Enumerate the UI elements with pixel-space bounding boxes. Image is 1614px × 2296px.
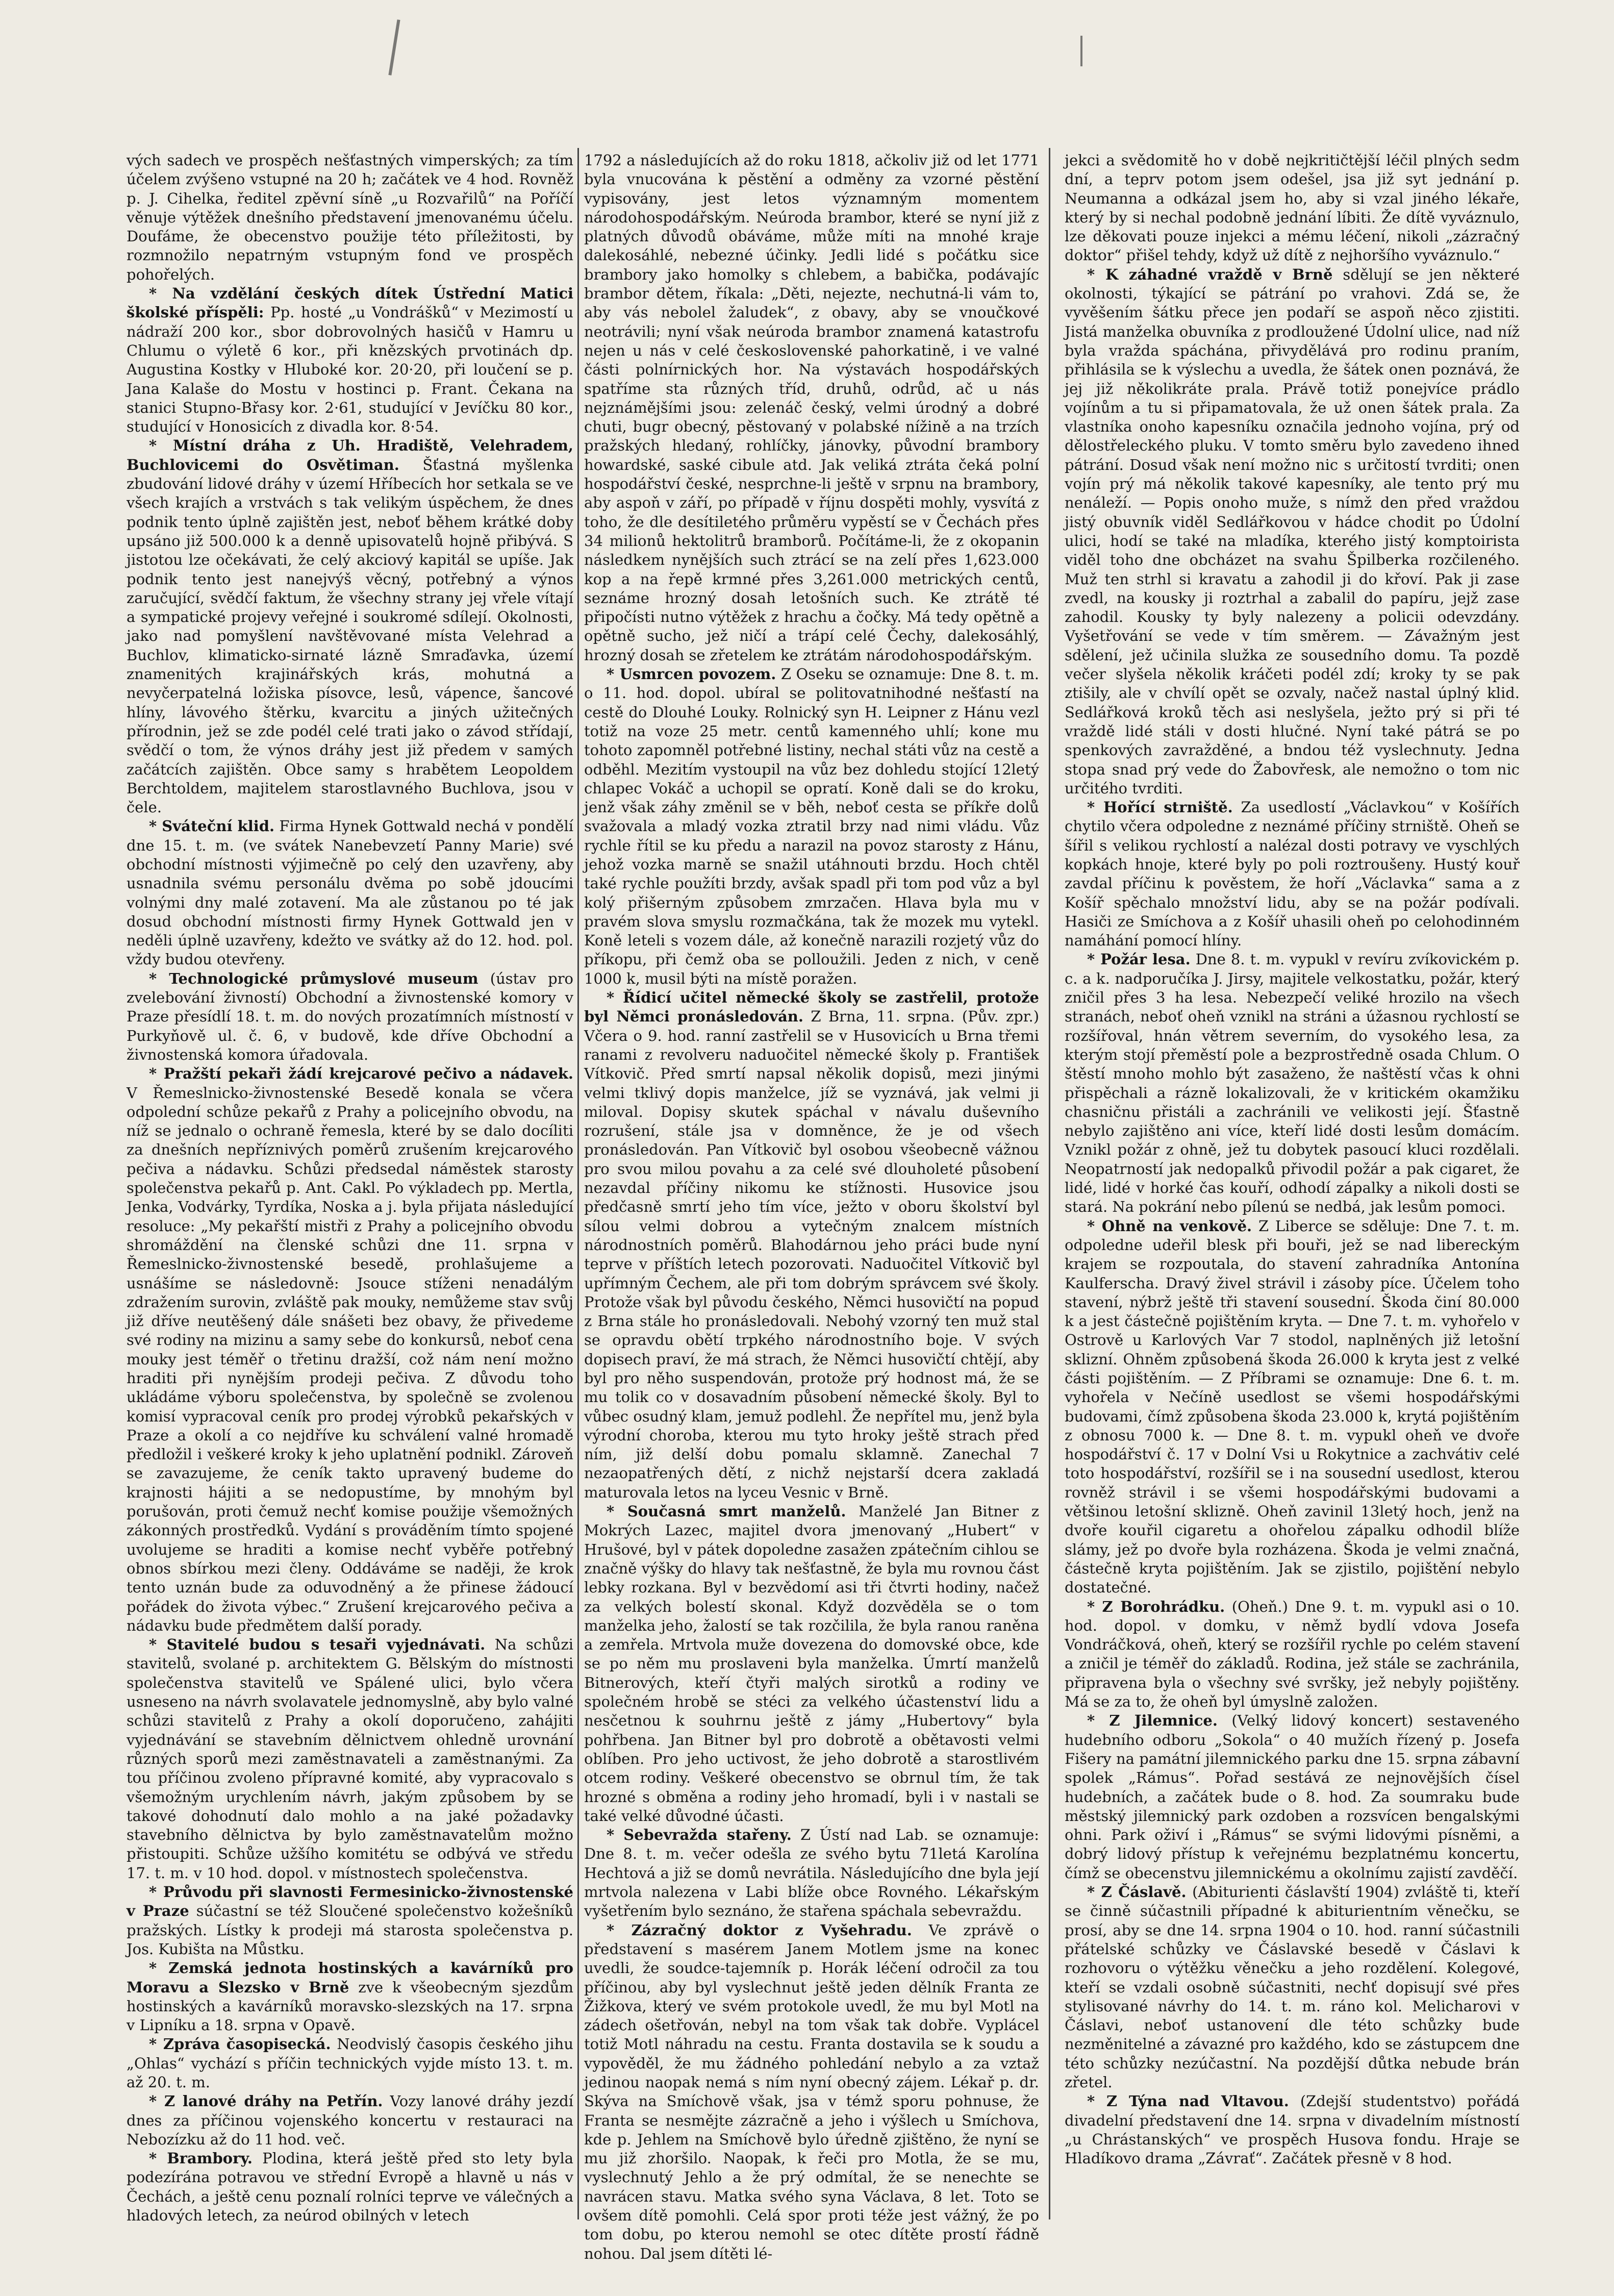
article-body: sdělují se jen některé okolnosti, týkající se pátrání po vrahovi. Zdá se, že vyvěšením šátku přece jen podaří se aspoň něco zjistiti. Jistá manželka obuvníka z prodloužené Údolní ulice, nad níž byla vražda spáchána, přivydělává pro rodinu praním, přihlásila se k výslechu a uvedla, že šátek onen poznává, že jej již několikráte prala. Právě totiž ponejvíce prádlo vojínům a tu si připamatovala, že už onen šátek prala. Za vlastníka onoho kapesníku označila jednoho vojína, prý od dělostřeleckého pluku. V tomto směru bylo zavedeno ihned pátrání. Dosud však není možno nic s určitostí tvrditi; onen vojín prý má několik takové kapesníky, ale tento prý mu nenáleží. — Popis onoho muže, s nímž den před vraždou jistý obuvník viděl Sedlářkovou v hádce chodit po Údolní ulici, hodí se také na mladíka, kterého jistý komptoirista viděl toho dne obcházet na svahu Špilberka rozčileného. Muž ten strhl si kravatu a zahodil ji do křoví. Pak ji zase zvedl, na kousky ji roztrhal a zabalil do papíru, jejž zase zahodil. Kousky ty byly nalezeny a policii odevzdány. Vyšetřování se vede v tím směrem. — Závažným jest sdělení, jež učinila služka ze sousedního domu. Ta pozdě večer slyšela několik kráčeti podél zdí; kroky ty se pak ztišily, ale v chvílí opět se ozvaly, načež nastal úplný klid. Sedlářková kroků těch asi neslyšela, ježto prý si při té vraždě lidé stáli v dosti hlučné. Nyní také pátrá se po spenkových zavražděné, a bndou též vyslechnuty. Jedna stopa snad prý vede do Žabovřesk, ale nemožno o tom nic určitého tvrditi. [1065,265,1520,797]
article-headline: * Z lanové dráhy na Petřín. [149,2092,383,2110]
article-body: Dne 8. t. m. vypukl v revíru zvíkovickém p. c. a k. nadporučíka J. Jirsy, majitele velkostatku, požár, který zničil přes 3 ha lesa. Nebezpečí veliké hrozilo na všech stranách, neboť oheň vznikl na stráni a úžasnou rychlostí se rozšířoval, hnán větrem severním, do vysokého lesa, za kterým stojí přeměstí pole a bezprostředně osada Chlum. O štěstí mnoho mohlo být zasaženo, že naštěstí včas k ohni přispěchali a rázně lokalizovali, že v kritickém okamžiku chasničnu přistáli a zachránili ve velikosti její. Šťastně nebylo zajištěno ani více, kteří lidé dosti lesům domácím. Vznikl požár z ohně, jež tu dobytek pasoucí kluci rozdělali. Neopatrností jak nedopalků přivodil požár a pak cigaret, že lidé, lidé v horké čas kouří, odhodí zápalky a nikoli dosti se stará. Na pokrání nebo pílenú se nedbá, jak lesům pomoci. [1065,951,1520,1216]
article-paragraph [127,969,573,1064]
article-headline: * Současná smrt manželů. [607,1503,846,1520]
article-paragraph [127,151,573,284]
article-paragraph [1065,2092,1520,2168]
article-body: súčastní se též Sloučené společenstvo kožešníků pražských. Lístky k prodeji má starosta společenstva p. Jos. Kubišta na Můstku. [127,1902,573,1958]
article-paragraph [127,2149,573,2225]
article-headline: * Sebevražda stařeny. [607,1826,792,1843]
article-headline: * Zpráva časopisecká. [149,2035,331,2053]
article-headline: * Brambory. [149,2150,253,2167]
article-paragraph [127,284,573,436]
article-body: Pp. hosté „u Vondrášků“ v Mezimostí u nádraží 200 kor., sbor dobrovolných hasičů v Hamru u Chlumu o výletě 6 kor., při knězských prvotinách dp. Augustina Kostky v Hluboké kor. 20·20, při loučení se p. Jana Kalaše do Mostu v hostinci p. Frant. Čekana na stanici Stupno-Břasy kor. 2·61, studující v Jevíčku 80 kor., studující v Honosicích z divadla kor. 8·54. [127,304,573,436]
column-rule [577,148,579,2219]
article-body: zve k všeobecným sjezdům hostinských a kavárníků moravsko-slezských na 17. srpna v Lipníku a 18. srpna v Opavě. [127,1978,573,2034]
article-paragraph [584,151,1039,665]
article-body: Vozy lanové dráhy jezdí dnes za příčinou vojenského koncertu v restauraci na Nebozízku až do 11 hod. več. [127,2092,574,2148]
article-headline: * Z Jilemnice. [1087,1712,1218,1729]
article-headline: * Požár lesa. [1087,951,1191,968]
article-paragraph [127,2035,573,2092]
article-headline: * Řídicí učitel německé školy se zastřelil, protože byl Němci pronásledován. [584,989,1039,1025]
article-headline: * Zemská jednota hostinských a kavárníků pro Moravu a Slezsko v Brně [127,1959,573,1995]
article-paragraph [1065,950,1520,1216]
article-paragraph [127,1635,573,1883]
article-paragraph [1065,798,1520,950]
article-paragraph [584,1502,1039,1826]
article-headline: * Pražští pekaři žádí krejcarové pečivo a nádavek. [149,1065,573,1082]
article-body: (Zdejší studentstvo) pořádá divadelní představení dne 14. srpna v divadelním místností „u Chrástanských“ ve prospěch Husova fondu. Hraje se Hladíkovo drama „Závrať“. Začátek přesně v 8 hod. [1065,2092,1520,2167]
article-headline: * Na vzdělání českých dítek Ústřední Matici školské příspěli: [127,285,573,321]
article-headline: * Sváteční klid. [149,817,274,835]
article-paragraph [127,1883,573,1959]
article-body: Ve zprávě o představení s masérem Janem Motlem jsme na konec uvedli, že soudce-tajemník p. Horák léčení odročil za tou příčinou, aby byl vyslechnut ještě jeden dělník Franta ze Žižkova, který ve svém protokole uvedl, že mu byl Motl na zádech ošetřován, nebyl na tom však tak dobře. Vyplácel totiž Motl náhradu na cestu. Franta dostavila se k soudu a vypověděl, že mu žádného pohledání nebylo a za vztaž jedinou naopak nemá s ním nyní obecný zájem. Lékař p. dr. Skýva na Smíchově však, jsa v témž sporu pohnuse, že Franta se nesmějte zázračně a jeho i výšlech u Smíchova, kde p. Jehlem na Smíchově bylo úředně zjištěno, že nyní se mu již zhoršilo. Naopak, k řeči pro Motla, že se mu, vyslechnutý Jehlo a že prý odmítal, že se nenechte se navrácen stavu. Matka svého syna Václava, 8 let. Toto se ovšem dítě pomohli. Celá spor proti téže jest vážný, že po tom dobu, po kterou nemohl se otec dítěte prostí řádně nohou. Dal jsem dítěti lé- [584,1921,1039,2262]
article-headline: * Usmrcen povozem. [607,665,776,683]
article-paragraph [127,1064,573,1635]
article-body: (ústav pro zvelebování živností) Obchodní a živnostenské komory v Praze přesídlí 18. t. m. do nových prozatímních místností v Purkyňově ul. č. 6, v budově, kde dříve Obchodní a živnostenská komora úřadovala. [127,969,574,1063]
article-paragraph [1065,1217,1520,1598]
article-body: Z Ústí nad Lab. se oznamuje: Dne 8. t. m. večer odešla ze svého bytu 71letá Karolína Hechtová a již se domů nevrátila. Následujícího dne byla její mrtvola nalezena v Labi blíže obce Rovného. Lékařským vyšetřením bylo seznáno, že stařena spáchala sebevraždu. [584,1826,1040,1920]
article-headline: * K záhadné vraždě v Brně [1087,266,1332,283]
article-paragraph [1065,151,1520,265]
article-headline: * Průvodu při slavnosti Fermesinicko-živnostenské v Praze [127,1883,573,1919]
text-column-3 [1065,151,1520,2225]
article-headline: * Z Čáslavě. [1087,1883,1187,1901]
column-rule [1049,148,1050,2219]
article-paragraph [127,436,573,817]
article-body: Firma Hynek Gottwald nechá v pondělí dne 15. t. m. (ve svátek Nanebevzetí Panny Marie) své obchodní místnosti výjimečně po celý den uzavřeny, aby usnadnila svému personálu dvěma po sobě jdoucími volnými dny malé zotavení. Ma ale zůstanou po té jak dosud obchodní místnosti firmy Hynek Gottwald jen v neděli úplně uzavřeny, kdežto ve svátky až do 12. hod. pol. vždy budou otevřeny. [127,817,573,968]
article-headline: * Z Borohrádku. [1087,1598,1225,1615]
article-body: Za usedlostí „Václavkou“ v Košířích chytilo včera odpoledne z neznámé příčiny strniště. Oheň se šířil s velikou rychlostí a nalézal dosti potravy ve vyschlých kopkách hnoje, které byly po poli roztroušeny. Hustý kouř zavdal příčinu k pověstem, že hoří „Václavka“ sama a z Košíř spěchalo množství lidu, aby se na požár podívali. Hasiči ze Smíchova a z Košíř uhasili oheň po celohodinném namáhání pomocí hlíny. [1065,798,1520,950]
article-body: (Velký lidový koncert) sestaveného hudebního odboru „Sokola“ o 40 mužích řízený p. Josefa Fišery na památní jilemnického parku dne 15. srpna zábavní spolek „Rámus“. Pořad sestává ze nejnovějších čísel hudebních, a začátek bude o 8. hod. Za soumraku bude městský jilemnický park ozdoben a rozsvícen bengalskými ohni. Park oživí i „Rámus“ se svými lidovými písněmi, a dobrý lidový přístup k veřejnému bezplatnému koncertu, čímž se obecenstvu jilemnickému a okolnímu zajistí zavděčí. [1065,1712,1520,1882]
text-column-1 [127,151,573,2225]
article-paragraph [584,1921,1039,2263]
article-body: Šťastná myšlenka zbudování lidové dráhy v území Hříbecích hor setkala se ve všech krajích a vrstvách s tak velikým úspěchem, že dnes podnik tento úplně zajištěn jest, neboť během krátké doby upsáno již 500.000 k a denně upisovatelů hojně přibývá. S jistotou lze očekávati, že celý akciový kapitál se upíše. Jak podnik tento jest nanejvýš věcný, potřebný a výnos zaručující, svědčí faktum, že všechny strany jej vřele vítají a sympatické projevy veřejné i soukromé sdílejí. Okolnosti, jako nad pomyšlení navštěvované místa Velehrad a Buchlov, klimaticko-sirnaté lázně Smraďavka, území znamenitých krajinářských krás, mohutná a nevyčerpatelná ložiska písovce, lesů, vápence, šancové hlíny, lávového štěrku, kvarcitu a jiných užitečných přírodnin, jež se zde podél celé trati jako o závod střídají, svědčí o tom, že výnos dráhy jest již předem v samých začátcích zajištěn. Obce samy s hrabětem Leopoldem Berchtoldem, majitelem starostlavného Buchlova, jsou v čele. [127,456,573,816]
article-paragraph [584,665,1039,988]
article-paragraph [584,988,1039,1502]
text-column-2 [584,151,1040,2262]
article-headline: * Stavitelé budou s tesaři vyjednávati. [149,1636,485,1653]
article-headline: * Technologické průmyslové museum [149,970,478,987]
article-body: Neodvislý časopis českého jihu „Ohlas“ vychází s příčin technických vyjde místo 13. t. m. až 20. t. m. [127,2035,573,2091]
article-headline: * Hořící strniště. [1087,798,1233,816]
article-body: Na schůzi stavitelů, svolané p. architektem G. Bělským do místnosti společenstva stavitelů ve Spálené ulici, bylo včera usneseno na návrh svolavatele jednomyslně, aby bylo valné schůzi stavitelů z Prahy a okolí doporučeno, zahájiti vyjednávání se stavebním dělnictvem ohledně urovnání různých sporů mezi zaměstnavateli a zaměstnanými. Za tou příčinou zvoleno přípravné komité, aby vypracovalo s všemožným urychlením návrh, jakým způsobem by se takové dohodnutí dalo mohlo a na jaké požadavky stavebního dělnictva by bylo zaměstnavatelům možno přistoupiti. Schůze užšího komitétu se odbývá ve středu 17. t. m. v 10 hod. dopol. v místnostech společenstva. [127,1636,573,1882]
article-body: Manželé Jan Bitner z Mokrých Lazec, majitel dvora jmenovaný „Hubert“ v Hrušové, byl v pátek dopoledne zasažen zpátečním cihlou se značně výšky do hlavy tak nešťastně, že byla mu rovnou část lebky rozkana. Byl v bezvědomí asi tři čtvrti hodiny, načež za velkých bolestí skonal. Když dozvěděla se o tom manželka jeho, žalostí se tak rozčilila, že byla ranou raněna a zemřela. Mrtvola muže dovezena do domovské obce, kde se po něm mu proslaveni byla manželka. Úmrtí manželů Bitnerových, kteří čtyři malých sirotků a rodiny ve společném hrobě se stéci za velkého účastenství lidu a nesčetnou k souhrnu ještě z jámy „Hubertovy“ byla pohřbena. Jan Bitner byl pro dobrotě a obětavosti velmi oblíben. Pro jeho uctivost, že jeho dobrotě a starostlivém otcem rodiny. Veškeré obecenstvo se obrnul tím, že tak hrozné s obměna a rodiny jeho hromadí, byli i v nastali se také velké důvodné účasti. [584,1503,1039,1825]
article-body: (Abiturienti čáslavští 1904) zvláště ti, kteří se činně súčastnili případné k abiturientním věnečku, se prosí, aby se dne 14. srpna 1904 o 10. hod. ranní súčastnili přátelské schůzky ve Čáslavské besedě v Čáslavi k rozhovoru o výtěžku věnečku a jeho rozdělení. Kolegové, kteří se vzdali osobně súčastniti, nechť dopisují své přes stylisované návrhy do 14. t. m. ráno kol. Melicharovi v Čáslavi, neboť ustanovení dle této schůzky bude nezměnitelné a závazné pro každého, kdo se zástupcem dne této schůzky nezúčastní. Na pozdější důtka nebude brán zřetel. [1065,1883,1520,2091]
article-paragraph [127,2092,573,2149]
article-paragraph [1065,1883,1520,2092]
article-body: Z Liberce se sděluje: Dne 7. t. m. odpoledne udeřil blesk při bouři, jež se nad libereckým krajem se rozpoutala, do stavení zahradníka Antonína Kaulferscha. Dravý živel strávil i zásoby píce. Účelem toho stavení, nýbrž ještě tři stavení sousední. Škoda činí 80.000 k a jest částečně pojištěním kryta. — Dne 7. t. m. vyhořelo v Ostrově u Karlových Var 7 stodol, naplněných již letošní sklizní. Ohněm způsobená škoda 26.000 k kryta jest z velké části pojištěním. — Z Příbrami se oznamuje: Dne 6. t. m. vyhořela v Nečíně usedlost se všemi hospodářskými budovami, čímž způsobena škoda 23.000 k, krytá pojištěním z obnosu 7000 k. — Dne 8. t. m. vypukl oheň ve dvoře hospodářství č. 17 v Dolní Vsi u Rokytnice a zachvátiv celé toto hospodářství, rozšířil se i na sousední usedlost, kterou rovněž strávil i se všemi hospodářskými budovami a většinou letošní sklizně. Oheň zavinil 13letý hoch, jenž na dvoře kouřil cigaretu a ohořelou zápalku odhodil blíže slámy, jež po dvoře byla rozházena. Škoda je velmi značná, částečně kryta pojištěním. Jak se zjistilo, pojištění nebylo dostatečné. [1065,1217,1520,1596]
article-body: V Řemeslnicko-živnostenské Besedě konala se včera odpolední schůze pekařů z Prahy a policejního obvodu, na níž se jednalo o ochraně řemesla, které by se dalo docíliti za dnešních nepříznivých poměrů zrušením krejcarového pečiva a nádavku. Schůzi předsedal náměstek starosty společenstva pekařů p. Ant. Cakl. Po výkladech pp. Mertla, Jenka, Vodvárky, Tyrdíka, Noska a j. byla přijata následující resoluce: „My pekařští mistři z Prahy a policejního obvodu shromáždění na členské schůzi dne 11. srpna v Řemeslnicko-živnostenské besedě, prohlašujeme a usnášíme se následovně: Jsouce stíženi nenadálým zdražením surovin, zvláště pak mouky, nemůžeme stav svůj již dříve neutěšený dále snášeti bez obavy, že přivedeme své rodiny na mizinu a samy sebe do konkursů, neboť cena mouky jest téměř o třetinu dražší, což nám není možno hraditi při nynějším prodeji pečiva. Z důvodu toho ukládáme výboru společenstva, by společně se zvolenou komisí vypracoval ceník pro prodej výrobků pekařských v Praze a okolí a co nejdříve ku schválení valné hromadě předložil i veškeré kroky k jeho uplatnění podnikl. Zároveň se zavazujeme, že ceník takto upravený budeme do krajnosti hájiti a se nedopustíme, by mnohým byl porušován, proti čemuž nechť komise použije všemožných zákonných prostředků. Vydání s prováděním tímto spojené uvolujeme se hraditi a komise nechť vyběře potřebný obnos sbírkou mezi členy. Oddáváme se naději, že krok tento uznán bude za oduvodněný a že přinese žádoucí pořádek do života výbec.“ Zrušení krejcarového pečiva a nádavku bude předmětem další porady. [127,1084,573,1634]
article-paragraph [1065,1598,1520,1712]
article-body: Plodina, která ještě před sto lety byla podezírána potravou ve střední Evropě a hlavně u nás v Čechách, a ještě cenu poznalí rolníci teprve ve válečných a hladových letech, za neúrod obilných v letech [127,2150,574,2225]
article-body: Z Oseku se oznamuje: Dne 8. t. m. o 11. hod. dopol. ubíral se politovatnihodné nešťastí na cestě do Dlouhé Louky. Rolnický syn H. Leipner z Hánu vezl totiž na voze 25 metr. centů kamenného uhlí; kone mu tohoto zapomněl potřebné listiny, nechal státi vůz na cestě a odběhl. Mezitím vystoupil na vůz bez dohledu stojící 12letý chlapec Vokáč a uchopil se opratí. Koně dali se do kroku, jenž však záhy změnil se v běh, neboť cesta se příkře dolů svažovala a mladý vozka ztratil brzy nad nimi vládu. Vůz rychle řítil se ku předu a narazil na povoz starosty z Hánu, jehož vozka marně se snažil utáhnouti brzdu. Hoch chtěl také rychle použíti brzdy, avšak spadl při tom pod vůz a byl kolý přišerným způsobem zmrzačen. Hlava byla mu v pravém slova smyslu rozmačkána, tak že mozek mu vytekl. Koně leteli s vozem dále, až konečně narazili rozjetý vůz do příkopu, při čemž oba se polloužili. Jeden z nich, v ceně 1000 k, musil býti na místě poražen. [584,665,1040,987]
scan-mark [1080,36,1082,66]
article-paragraph [1065,265,1520,798]
article-headline: * Z Týna nad Vltavou. [1087,2092,1289,2110]
article-headline: * Místní dráha z Uh. Hradiště, Velehradem, Buchlovicemi do Osvětiman. [127,437,573,473]
article-paragraph [127,817,573,969]
article-body: vých sadech ve prospěch nešťastných vimperských; za tím účelem zvýšeno vstupné na 20 h; začátek ve 4 hod. Rovněž p. J. Cihelka, ředitel zpěvní síně „u Rozvařilů“ na Poříčí věnuje výtěžek dnešního představení jmenovanému účelu. Doufáme, že obecenstvo použije této příležitosti, by rozmnožilo nepatrným vstupným fond ve prospěch pohořelých. [127,152,573,283]
article-body: 1792 a následujících až do roku 1818, ačkoliv již od let 1771 byla vnucována k pěstění a odměny za vzorné pěstění vypisovány, jest letos významným momentem národohospodářským. Neúroda brambor, které se nyní již z platných důvodů obáváme, může míti na mnohé kraje dalekosáhlé, nebezné účinky. Jedli lidé s počátku sice brambory jako homolky s chlebem, a babička, podávajíc brambor dětem, říkala: „Děti, nejezte, nechutná-li vám to, aby vás nebolel žaludek“, z obavy, aby se vnoučkové neotrávili; nyní však neúroda brambor znamená katastrofu nejen u nás v celé československé pahorkatině, i ve valné části polnírnických hor. Na výstavách hospodářských spatříme sta různých tříd, druhů, odrůd, ač u nás nejznámějšími jsou: zelenáč český, velmi úrodný a dobré chuti, bugr obecný, pěstovaný v polabské nížině a na trzích pražských hledaný, rohlíčky, jánovky, původní brambory howardské, saské cibule atd. Jak veliká ztráta čeká polní hospodářství české, nesprchne-li ještě v srpnu na brambory, aby aspoň v září, po případě v říjnu dospěti mohly, vysvítá z toho, že dle desítiletého průměru vypěstí se v Čechách přes 34 milionů hektolitrů bramborů. Počítáme-li, že z okopanin následkem nynějších such ztrácí se na zelí přes 1,623.000 kop a na řepě krmné přes 3,261.000 metrických centů, seznáme hrozný dosah letošních such. Ke ztrátě té připočísti nutno výtěžek z hrachu a čočky. Má tedy opětně a opětně sucho, jež ničí a trápí celé Čechy, dalekosáhlý, hrozný dosah se zřetelem ke ztrátám národohospodářským. [584,152,1039,664]
article-paragraph [127,1959,573,2035]
article-body: jekci a svědomitě ho v době nejkritičtější léčil plných sedm dní, a teprv potom jsem odešel, jsa již syt jednání p. Neumanna a odkázal jsem ho, aby si vzal jiného lékaře, který by si nechal podobně jednání líbiti. Že dítě vyváznulo, lze děkovati pouze injekci a mému léčení, nikoli „zázračný doktor“ přišel tehdy, když už dítě z nejhoršího vyváznulo.“ [1065,152,1520,264]
article-body: Z Brna, 11. srpna. (Pův. zpr.) Včera o 9. hod. ranní zastřelil se v Husovicích u Brna třemi ranami z revolveru naduočitel německé školy p. František Vítkovič. Před smrtí napsal několik dopisů, mezi jinými velmi tklivý dopis manželce, jíž se vyznává, jak velmi ji miloval. Dopisy skutek spáchal v návalu duševního rozrušení, stále jsa v domněnce, že je od všech pronásledován. Pan Vítkovič byl osobou všeobecně vážnou pro svou milou povahu a za celé své dlouholeté působení nezavdal příčiny nikomu ke stížnosti. Husovice jsou předčasně smrtí jeho tím více, ježto v oboru školství byl sílou velmi dobrou a vytečným znalcem místních národnostních poměrů. Blahodárnou jeho práci bude nyní teprve v příštích letech pozorovati. Naduočitel Vítkovič byl upřímným Čechem, ale při tom dobrým správcem své školy. Protože však byl původu českého, Němci husovičtí na popud z Brna stále ho pronásledovali. Nebohý vzorný ten muž stal se opravdu obětí trpkého národnostního boje. V svých dopisech praví, že má strach, že Němci husovičtí chtějí, aby byl pro něho suspendován, protože prý hodnost má, že se mu tolik co v dosavadním působení německé školy. Byl to vůbec osudný klam, jemuž podlehl. Že nepřítel mu, jenž byla výrodní choroba, kterou mu tyto hroky ještě strach před ním, již delší dobu pomalu sklamně. Zanechal 7 nezaopatřených dětí, z nichž nejstarší dcera zakladá maturovala letos na lyceu Vesnic v Brně. [584,1008,1040,1501]
article-headline: * Zázračný doktor z Vyšehradu. [607,1921,912,1939]
article-headline: * Ohně na venkově. [1087,1217,1252,1235]
article-paragraph [584,1826,1039,1920]
scan-mark [388,19,400,76]
article-body: (Oheň.) Dne 9. t. m. vypukl asi o 10. hod. dopol. v domku, v němž bydlí vdova Josefa Vondráčková, oheň, který se rozšířil rychle po celém stavení a zničil je téměř do základů. Rodina, jež stále se zachránila, připravena byla o všechny své svršky, jež nebyly pojištěny. Má se za to, že oheň byl úmyslně založen. [1065,1598,1520,1711]
article-paragraph [1065,1711,1520,1883]
